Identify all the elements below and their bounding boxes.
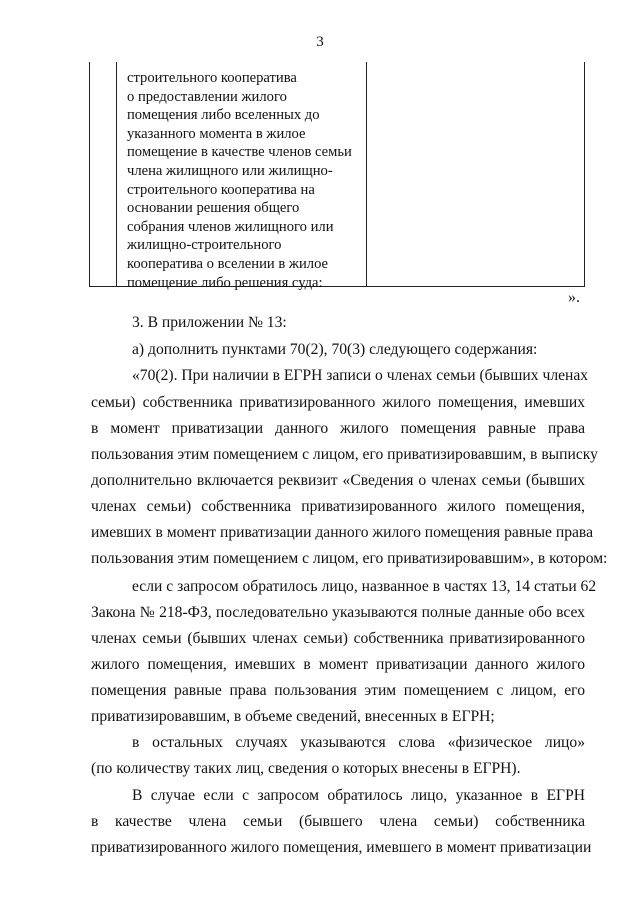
cell-line: основании решения общего	[127, 200, 300, 217]
table-cell-text	[127, 69, 357, 292]
cell-line: помещение либо решения суда:	[127, 274, 323, 291]
cell-line: собрания членов жилищного или	[127, 218, 334, 235]
text-line: в момент приватизации данного жилого помещения равные права	[91, 420, 585, 437]
text-line: приватизировавшим, в объеме сведений, внесенных в ЕГРН;	[91, 708, 495, 725]
text-line: семьи) собственника приватизированного жилого помещения, имевших	[91, 394, 585, 411]
text-line: пользования этим помещением с лицом, его приватизировавшим», в котором:	[91, 550, 608, 567]
text-line: приватизированного жилого помещения, имевшего в момент приватизации	[91, 839, 592, 856]
table-border-right	[584, 62, 585, 287]
text-line: Закона № 218-ФЗ, последовательно указываются полные данные обо всех	[91, 604, 585, 621]
text-line: имевших в момент приватизации данного жилого помещения равные права	[91, 524, 593, 541]
closing-quote-mark: ».	[568, 289, 580, 306]
text-line: (по количеству таких лиц, сведения о которых внесены в ЕГРН).	[91, 760, 521, 777]
text-line: дополнительно включается реквизит «Сведения о членах семьи (бывших	[91, 472, 585, 489]
table-fragment	[89, 62, 585, 291]
text-line: В случае если с запросом обратилось лицо, указанное в ЕГРН	[132, 787, 585, 804]
table-column-divider	[116, 62, 117, 287]
cell-line: помещения либо вселенных до	[127, 107, 320, 124]
text-line: если с запросом обратилось лицо, названное в частях 13, 14 статьи 62	[132, 578, 597, 595]
text-line: жилого помещения, имевших в момент приватизации данного жилого	[91, 656, 585, 673]
cell-line: жилищно-строительного	[127, 237, 282, 254]
text-line: членах семьи (бывших членах семьи) собственника приватизированного	[91, 630, 585, 647]
section-heading: 3. В приложении № 13:	[132, 314, 287, 331]
table-border-left	[89, 62, 90, 287]
table-column-divider	[366, 62, 367, 287]
text-line: в остальных случаях указываются слова «физическое лицо»	[132, 734, 585, 751]
text-line: членах семьи) собственника приватизированного жилого помещения,	[91, 498, 585, 515]
cell-line: строительного кооператива на	[127, 181, 315, 198]
cell-line: члена жилищного или жилищно-	[127, 162, 333, 179]
text-line: пользования этим помещением с лицом, его приватизировавшим, в выписку	[91, 446, 598, 463]
cell-line: кооператива о вселении в жилое	[127, 255, 329, 272]
text-line: в качестве члена семьи (бывшего члена семьи) собственника	[91, 813, 585, 830]
page-number: 3	[316, 34, 324, 50]
cell-line: помещение в качестве членов семьи	[127, 144, 352, 161]
cell-line: указанного момента в жилое	[127, 125, 306, 142]
text-line: «70(2). При наличии в ЕГРН записи о членах семьи (бывших членах	[132, 367, 589, 384]
text-line: помещения равные права пользования этим помещением с лицом, его	[91, 682, 585, 699]
subparagraph-a: а) дополнить пунктами 70(2), 70(3) следующего содержания:	[132, 341, 538, 358]
cell-line: о предоставлении жилого	[127, 88, 287, 105]
cell-line: строительного кооператива	[127, 70, 297, 86]
